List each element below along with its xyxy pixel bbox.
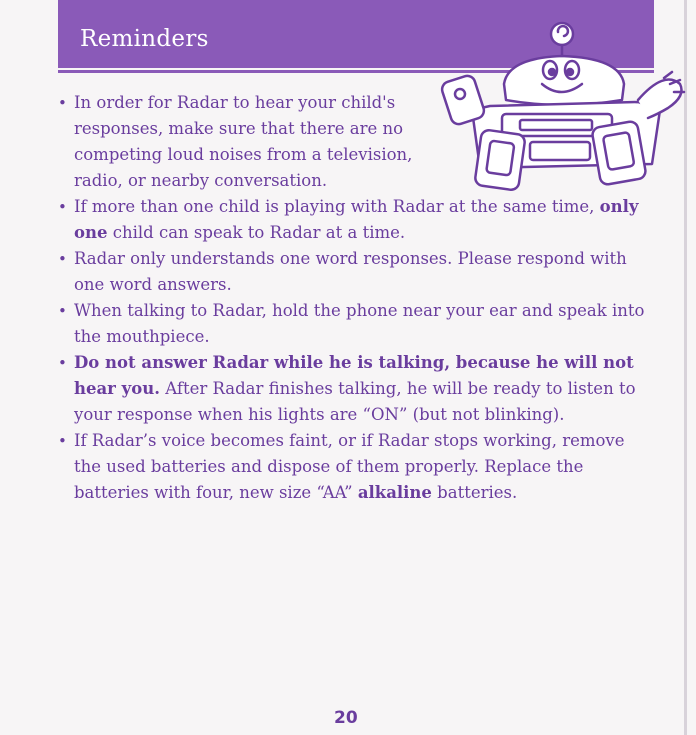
- bullet-icon: •: [58, 432, 67, 450]
- page-number: 20: [334, 708, 358, 728]
- reminders-list: [56, 90, 646, 506]
- bullet-emphasis: only one: [74, 197, 639, 242]
- bullet-text: After Radar finishes talking, he will be ready to listen to your response when his lights are “ON” (but not blinking).: [74, 379, 636, 424]
- list-item: [56, 350, 646, 428]
- bullet-icon: •: [58, 94, 67, 112]
- bullet-text: batteries.: [431, 483, 518, 502]
- page-title: Reminders: [80, 26, 209, 52]
- bullet-icon: •: [58, 354, 67, 372]
- bullet-emphasis: Do not answer Radar while he is talking, because he will not hear you.: [74, 353, 634, 398]
- bullet-text: If more than one child is playing with Radar at the same time,: [74, 197, 600, 216]
- bullet-text: If Radar’s voice becomes faint, or if Radar stops working, remove the used batteries and dispose of them properly. Replace the batteries with four, new size “AA”: [74, 431, 625, 502]
- bullet-icon: •: [58, 250, 67, 268]
- list-item: [56, 298, 646, 350]
- list-item: [56, 428, 646, 506]
- list-item: [56, 246, 646, 298]
- bullet-emphasis: alkaline: [357, 483, 432, 502]
- list-item: [56, 194, 646, 246]
- bullet-text: Radar only understands one word responses. Please respond with one word answers.: [74, 249, 627, 294]
- bullet-icon: •: [58, 198, 67, 216]
- list-item: [56, 90, 646, 194]
- bullet-icon: •: [58, 302, 67, 320]
- bullet-text: child can speak to Radar at a time.: [107, 223, 406, 242]
- bullet-text: When talking to Radar, hold the phone near your ear and speak into the mouthpiece.: [74, 301, 645, 346]
- bullet-text: In order for Radar to hear your child's responses, make sure that there are no competing loud noises from a television, radio, or nearby conversation.: [74, 93, 413, 190]
